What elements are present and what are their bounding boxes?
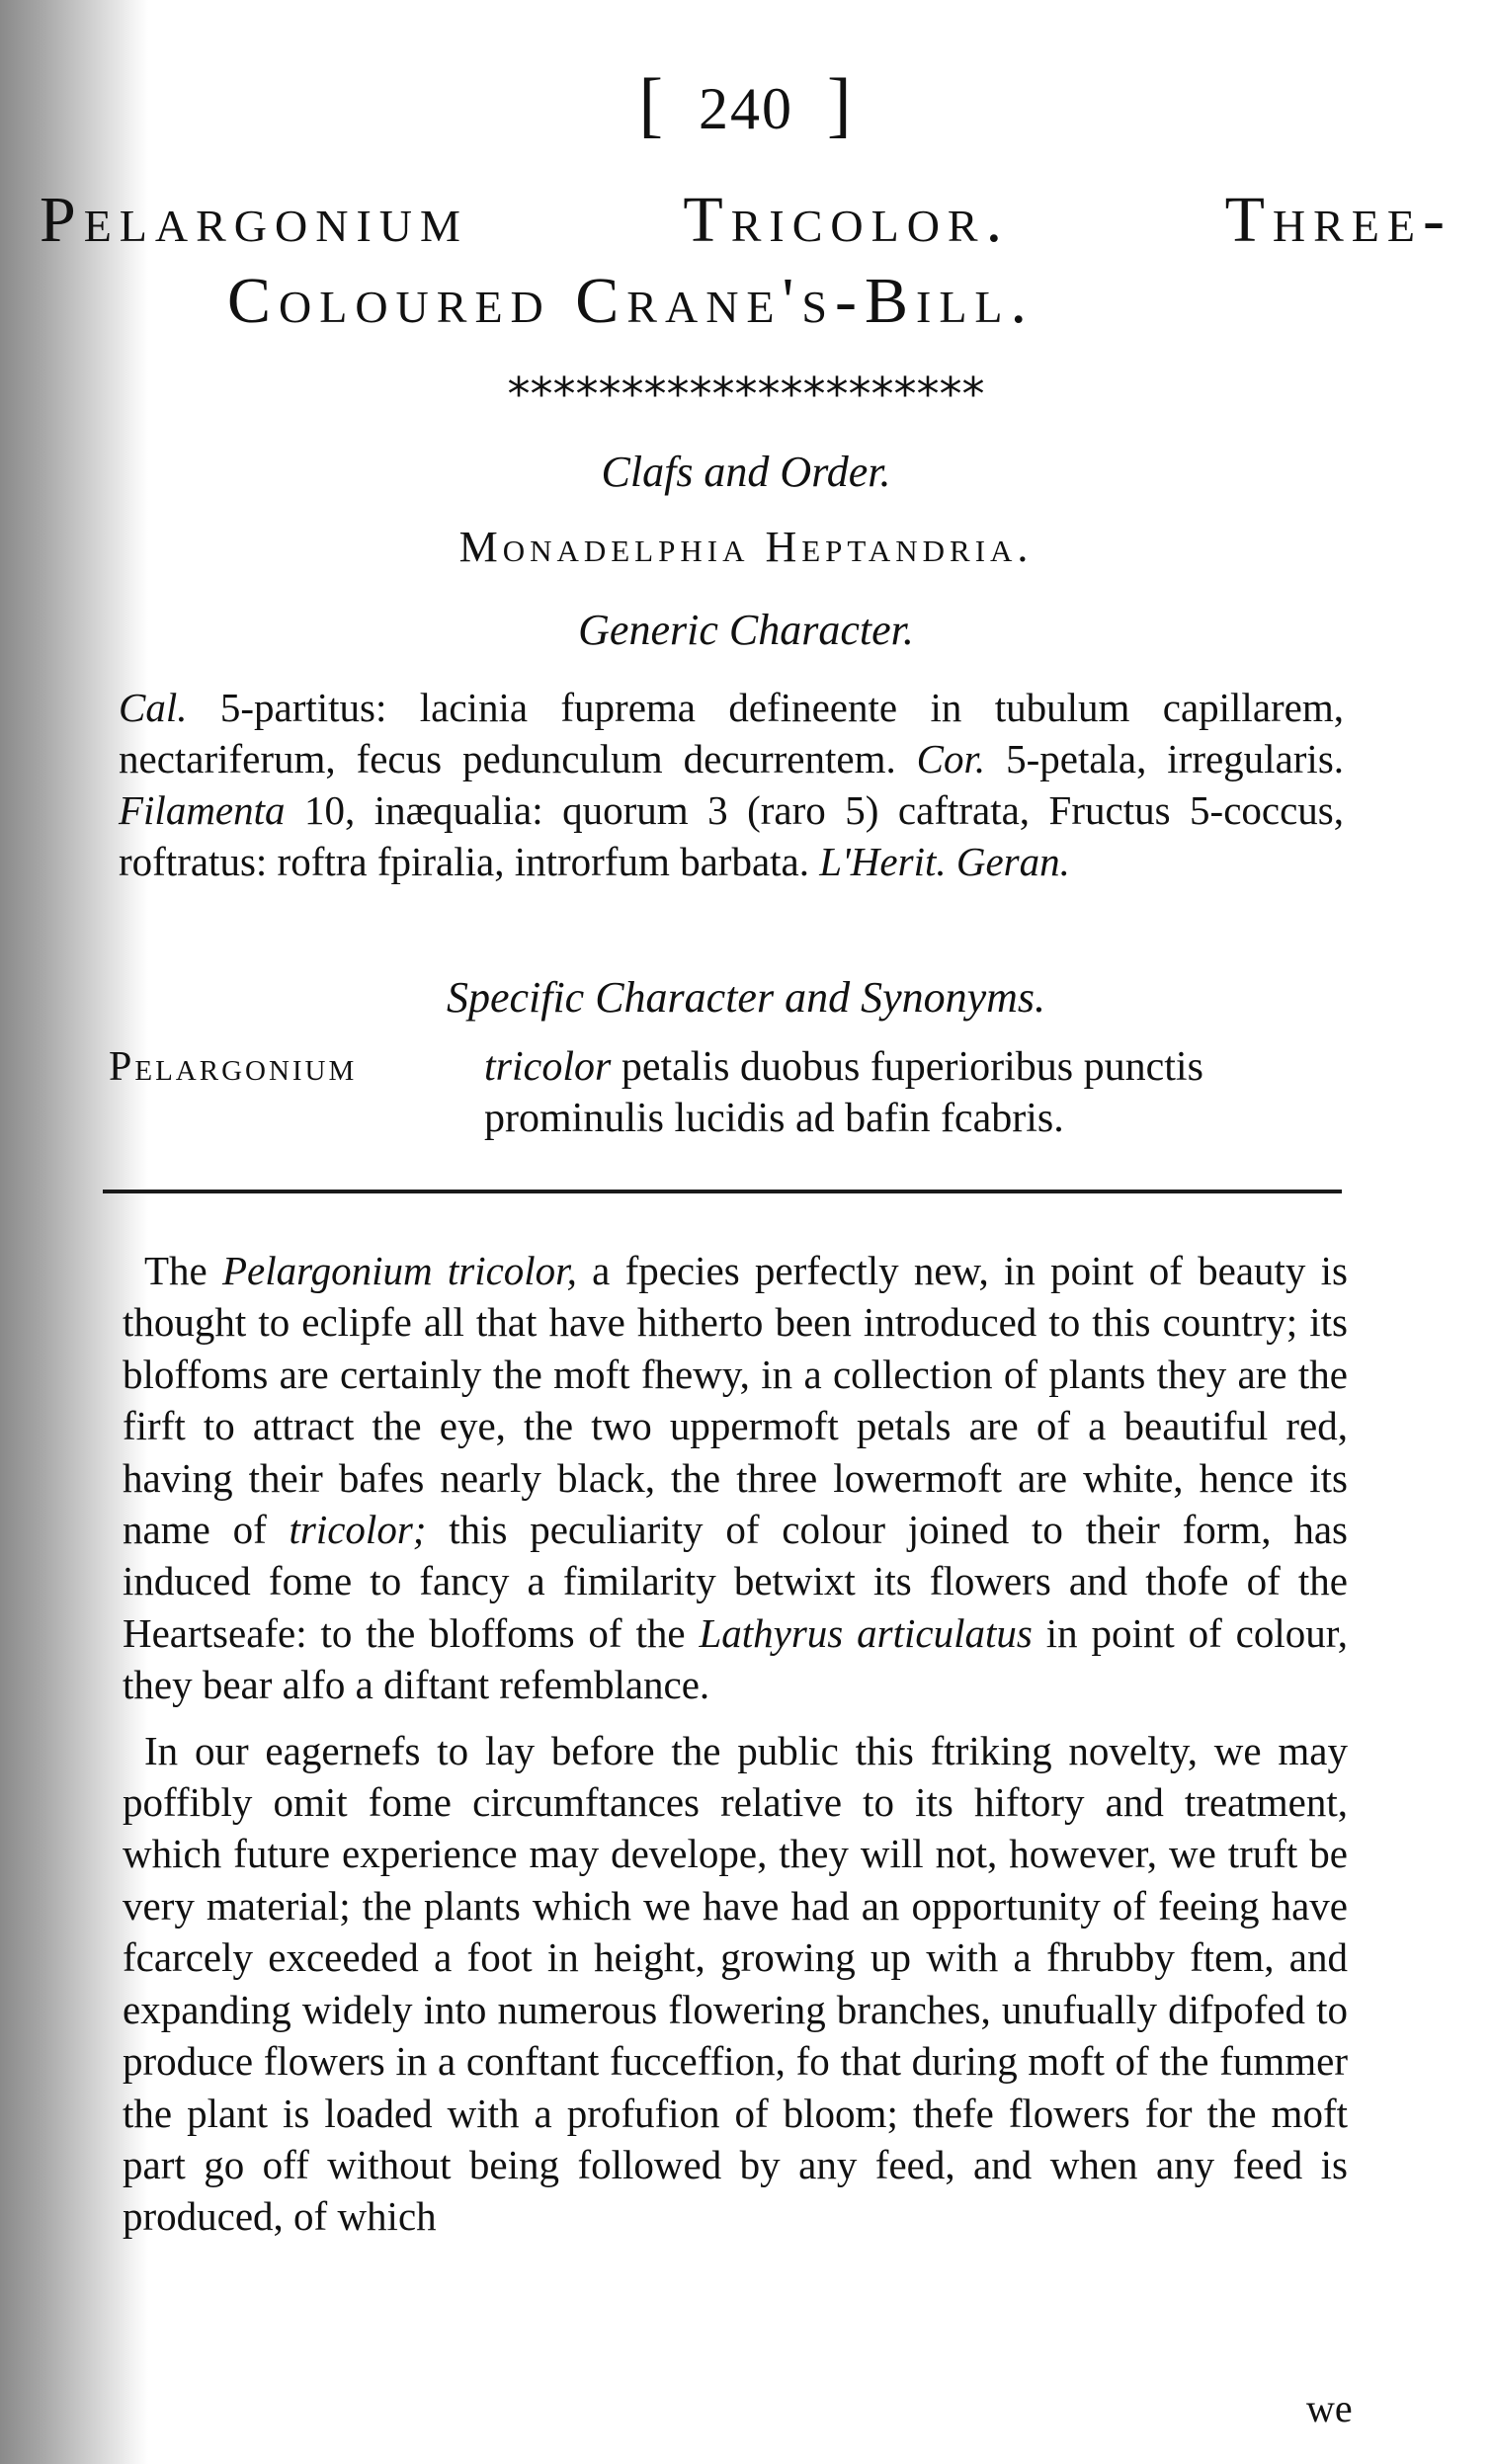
filamenta-label: Filamenta [119,787,286,833]
p1-text-2: a fpecies perfectly new, in point of beauty is thought to eclipfe all that have hitherto been introduced to this country; its bloffoms are certainly the moft fhewy, in a collection of plants they are the firft to attract the eye, the two uppermoft petals are of a beautiful red, having their bafes nearly black, the three lowermoft are white, hence its name of [123,1248,1349,1553]
generic-text-3: 10, inæqualia: quorum 3 (raro 5) caftrata, Fructus 5-coccus, roftratus: roftra fpiralia, introrfum barbata. [119,787,1344,884]
p1-italic-lathyrus: Lathyrus articulatus [699,1609,1033,1656]
catchword: we [1306,2386,1353,2430]
page-number-value: 240 [699,76,793,141]
specific-character-entry [109,1041,1354,1144]
body-text [123,1245,1348,2257]
specific-species: tricolor [484,1044,612,1090]
class-order-heading: Clafs and Order. [601,448,891,496]
paragraph-2: In our eagernefs to lay before the public this ftriking novelty, we may poffibly omit fome circumftances relative to its hiftory and treatment, which future experience may develope, they will not, however, we truft be very material; the plants which we have had an opportunity of feeing have fcarcely exceeded a foot in height, growing up with a fhrubby ftem, and expanding widely into numerous flowering branches, unufually difpofed to produce flowers in a conftant fucceffion, fo that during moft of the fummer the plant is loaded with a profufion of bloom; thefe flowers for the moft part go off without being followed by any feed, and when any feed is produced, of which [123,1727,1348,2240]
p1-italic-tricolor: tricolor; [289,1507,427,1553]
p1-text-1: The [144,1248,207,1293]
p1-text-4: in point of colour, they bear alfo a diftant refemblance. [123,1609,1349,1708]
page-title-line-1: Pelargonium Tricolor. Three- [40,184,1452,256]
horizontal-rule [103,1190,1342,1193]
generic-citation: L'Herit. Geran. [819,839,1070,884]
corolla-label: Cor. [916,736,986,781]
p1-text-3: this peculiarity of colour joined to their form, has induced fome to fancy a fimilarity betwixt its flowers and thofe of the Heartseafe: to the bloffoms of the [123,1507,1348,1656]
specific-genus: Pelargonium [109,1044,358,1090]
ornament-divider: ********************* [507,368,985,421]
p1-italic-name: Pelargonium tricolor, [222,1248,577,1293]
generic-character-heading: Generic Character. [578,606,914,654]
generic-text-1: 5-partitus: lacinia fuprema defineente in tubulum capillarem, nectariferum, fecus pedunculum decurrentem. [119,685,1345,781]
generic-character-text [119,682,1344,887]
paragraph-1 [123,1245,1348,1711]
specific-text: petalis duobus fuperioribus punctis prominulis lucidis ad bafin fcabris. [484,1044,1203,1141]
generic-text-2: 5-petala, irregularis. [1006,736,1345,781]
specific-description [484,1041,1334,1144]
page-title-line-2: Coloured Crane's-Bill. [227,265,1036,337]
calyx-label: Cal. [119,685,188,730]
class-order-value: Monadelphia Heptandria. [458,523,1034,571]
specific-character-heading: Specific Character and Synonyms. [446,973,1046,1022]
page-number: [ 240 ] [638,64,854,145]
